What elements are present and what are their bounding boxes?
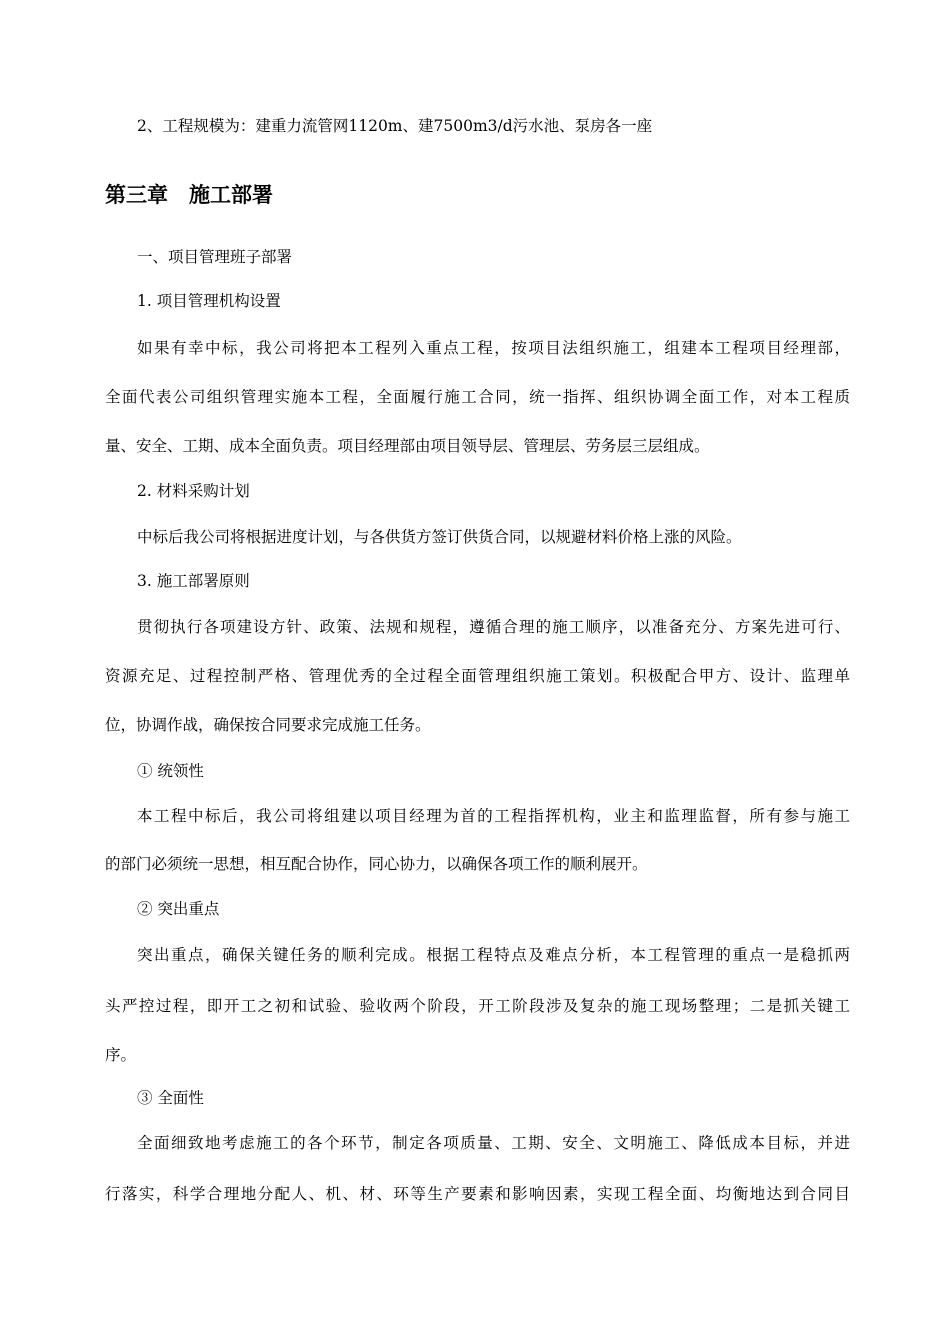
paragraph-line: 全面细致地考虑施工的各个环节，制定各项质量、工期、安全、文明施工、降低成本目标，并进 — [137, 1134, 850, 1152]
item-3-heading: 3. 施工部署原则 — [137, 572, 250, 590]
paragraph-line: 本工程中标后，我公司将组建以项目经理为首的工程指挥机构，业主和监理监督，所有参与施工 — [137, 807, 850, 825]
project-scale-line: 2、工程规模为：建重力流管网1120m、建7500m3/d污水池、泵房各一座 — [137, 117, 653, 135]
item-1-heading: 1. 项目管理机构设置 — [137, 292, 281, 310]
paragraph-line: 贯彻执行各项建设方针、政策、法规和规程，遵循合理的施工顺序，以准备充分、方案先进可行、 — [137, 618, 850, 636]
paragraph-line: 资源充足、过程控制严格、管理优秀的全过程全面管理组织施工策划。积极配合甲方、设计、监理单 — [105, 667, 850, 685]
paragraph-line: 突出重点，确保关键任务的顺利完成。根据工程特点及难点分析，本工程管理的重点一是稳抓两 — [137, 946, 850, 964]
paragraph-line: 序。 — [105, 1046, 137, 1064]
principle-1-heading: ① 统领性 — [137, 762, 204, 780]
paragraph-line: 行落实，科学合理地分配人、机、材、环等生产要素和影响因素，实现工程全面、均衡地达到合同目 — [105, 1185, 850, 1203]
paragraph-line: 的部门必须统一思想，相互配合协作，同心协力，以确保各项工作的顺利展开。 — [105, 855, 648, 873]
paragraph-line: 中标后我公司将根据进度计划，与各供货方签订供货合同，以规避材料价格上涨的风险。 — [137, 528, 742, 546]
principle-2-heading: ② 突出重点 — [137, 900, 220, 918]
paragraph-line: 位，协调作战，确保按合同要求完成施工任务。 — [105, 716, 431, 734]
paragraph-line: 量、安全、工期、成本全面负责。项目经理部由项目领导层、管理层、劳务层三层组成。 — [105, 437, 710, 455]
item-2-heading: 2. 材料采购计划 — [137, 482, 250, 500]
principle-3-heading: ③ 全面性 — [137, 1089, 204, 1107]
section-heading: 一、项目管理班子部署 — [137, 248, 293, 266]
chapter-title: 第三章 施工部署 — [105, 183, 273, 207]
paragraph-line: 全面代表公司组织管理实施本工程，全面履行施工合同，统一指挥、组织协调全面工作，对本工程质 — [105, 388, 850, 406]
paragraph-line: 头严控过程，即开工之初和试验、验收两个阶段，开工阶段涉及复杂的施工现场整理；二是抓关键工 — [105, 997, 850, 1015]
paragraph-line: 如果有幸中标，我公司将把本工程列入重点工程，按项目法组织施工，组建本工程项目经理部， — [137, 339, 850, 357]
